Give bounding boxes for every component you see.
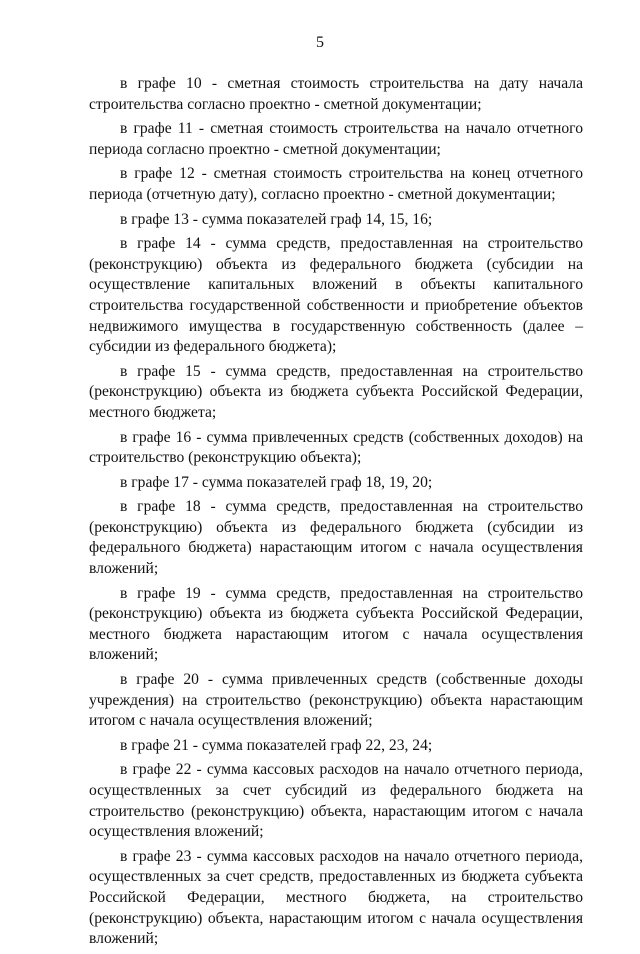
paragraph-grafa-11: в графе 11 - сметная стоимость строительства на начало отчетного периода согласно проектно - сметной документации; [89,120,583,158]
paragraph-grafa-22: в графе 22 - сумма кассовых расходов на начало отчетного периода, осуществленных за счет субсидий из федерального бюджета на строительство (реконструкцию) объекта, нарастающим итогом с начала осуществления вложений; [89,761,583,841]
paragraph-grafa-20: в графе 20 - сумма привлеченных средств (собственные доходы учреждения) на строительство (реконструкцию) объекта нарастающим итогом с начала осуществления вложений; [89,671,583,730]
paragraph-grafa-13: в графе 13 - сумма показателей граф 14, 15, 16; [120,210,433,228]
paragraph-grafa-16: в графе 16 - сумма привлеченных средств (собственных доходов) на строительство (реконструкцию объекта); [89,428,583,467]
paragraph-grafa-19: в графе 19 - сумма средств, предоставленная на строительство (реконструкцию) объекта из бюджета субъекта Российской Федерации, местного бюджета нарастающим итогом с начала осуществления вложений; [89,584,583,664]
paragraph-grafa-15: в графе 15 - сумма средств, предоставленная на строительство (реконструкцию) объекта из бюджета субъекта Российской Федерации, местного бюджета; [89,362,583,421]
document-body [89,74,583,954]
paragraph-grafa-10: в графе 10 - сметная стоимость строительства на дату начала строительства согласно проектно - сметной документации; [89,75,583,113]
page-number: 5 [316,34,324,51]
paragraph-grafa-23: в графе 23 - сумма кассовых расходов на начало отчетного периода, осуществленных за счет средств, предоставленных из бюджета субъекта Российской Федерации, местного бюджета, на строительство (реконструкцию) объекта, нарастающим итогом с начала осуществления вложений; [89,847,583,948]
paragraph-grafa-14: в графе 14 - сумма средств, предоставленная на строительство (реконструкцию) объекта из федерального бюджета (субсидии на осуществление капитальных вложений в объекты капитального строительства государственной собственности и приобретение объектов недвижимого имущества в государственную собственность (далее – субсидии из федерального бюджета); [89,235,583,356]
paragraph-grafa-21: в графе 21 - сумма показателей граф 22, 23, 24; [120,736,433,754]
paragraph-grafa-18: в графе 18 - сумма средств, предоставленная на строительство (реконструкцию) объекта из федерального бюджета (субсидии из федерального бюджета) нарастающим итогом с начала осуществления вложений; [89,498,583,578]
paragraph-grafa-17: в графе 17 - сумма показателей граф 18, 19, 20; [120,473,433,491]
paragraph-grafa-12: в графе 12 - сметная стоимость строительства на конец отчетного периода (отчетную дату), согласно проектно - сметной документации; [89,165,583,203]
